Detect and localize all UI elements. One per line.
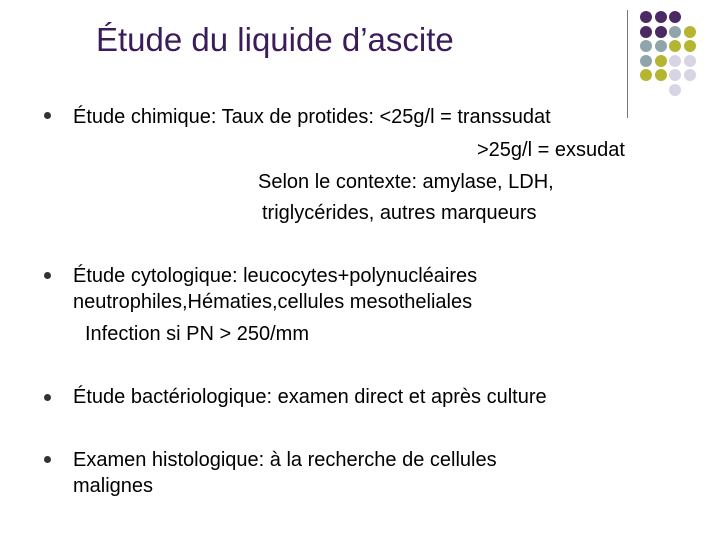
item-histologique-line-2: malignes [73,475,154,497]
decorative-divider-line [627,10,628,118]
bullet-icon [44,456,51,463]
decorative-dot [684,26,696,38]
item-chimique-line-4: triglycérides, autres marqueurs [262,202,537,224]
decorative-dot-grid [0,0,720,120]
decorative-dot [655,69,667,81]
decorative-dot [669,11,681,23]
item-chimique-line-2: >25g/l = exsudat [477,139,625,161]
item-cytologique-line-3: Infection si PN > 250/mm [85,323,309,345]
decorative-dot [640,26,652,38]
decorative-dot [669,26,681,38]
item-cytologique-line-1: Étude cytologique: leucocytes+polynucléaires [73,265,478,287]
decorative-dot [684,40,696,52]
decorative-dot [684,69,696,81]
decorative-dot [655,26,667,38]
decorative-dot [640,40,652,52]
decorative-dot [684,55,696,67]
bullet-icon [44,272,51,279]
decorative-dot [640,69,652,81]
decorative-dot [640,11,652,23]
bullet-icon [44,112,51,119]
item-histologique-line-1: Examen histologique: à la recherche de cellules [73,449,497,471]
item-chimique-line-1: Étude chimique: Taux de protides: <25g/l = transsudat [73,106,551,128]
item-chimique-line-3: Selon le contexte: amylase, LDH, [258,171,554,193]
bullet-icon [44,394,51,401]
decorative-dot [669,40,681,52]
decorative-dot [669,69,681,81]
slide-title: Étude du liquide d’ascite [96,21,454,58]
item-bacteriologique-line-1: Étude bactériologique: examen direct et après culture [73,386,547,408]
decorative-dot [655,40,667,52]
decorative-dot [655,55,667,67]
decorative-dot [669,55,681,67]
decorative-dot [655,11,667,23]
decorative-dot [640,55,652,67]
item-cytologique-line-2: neutrophiles,Hématies,cellules mesotheliales [73,291,473,313]
decorative-dot [669,84,681,96]
